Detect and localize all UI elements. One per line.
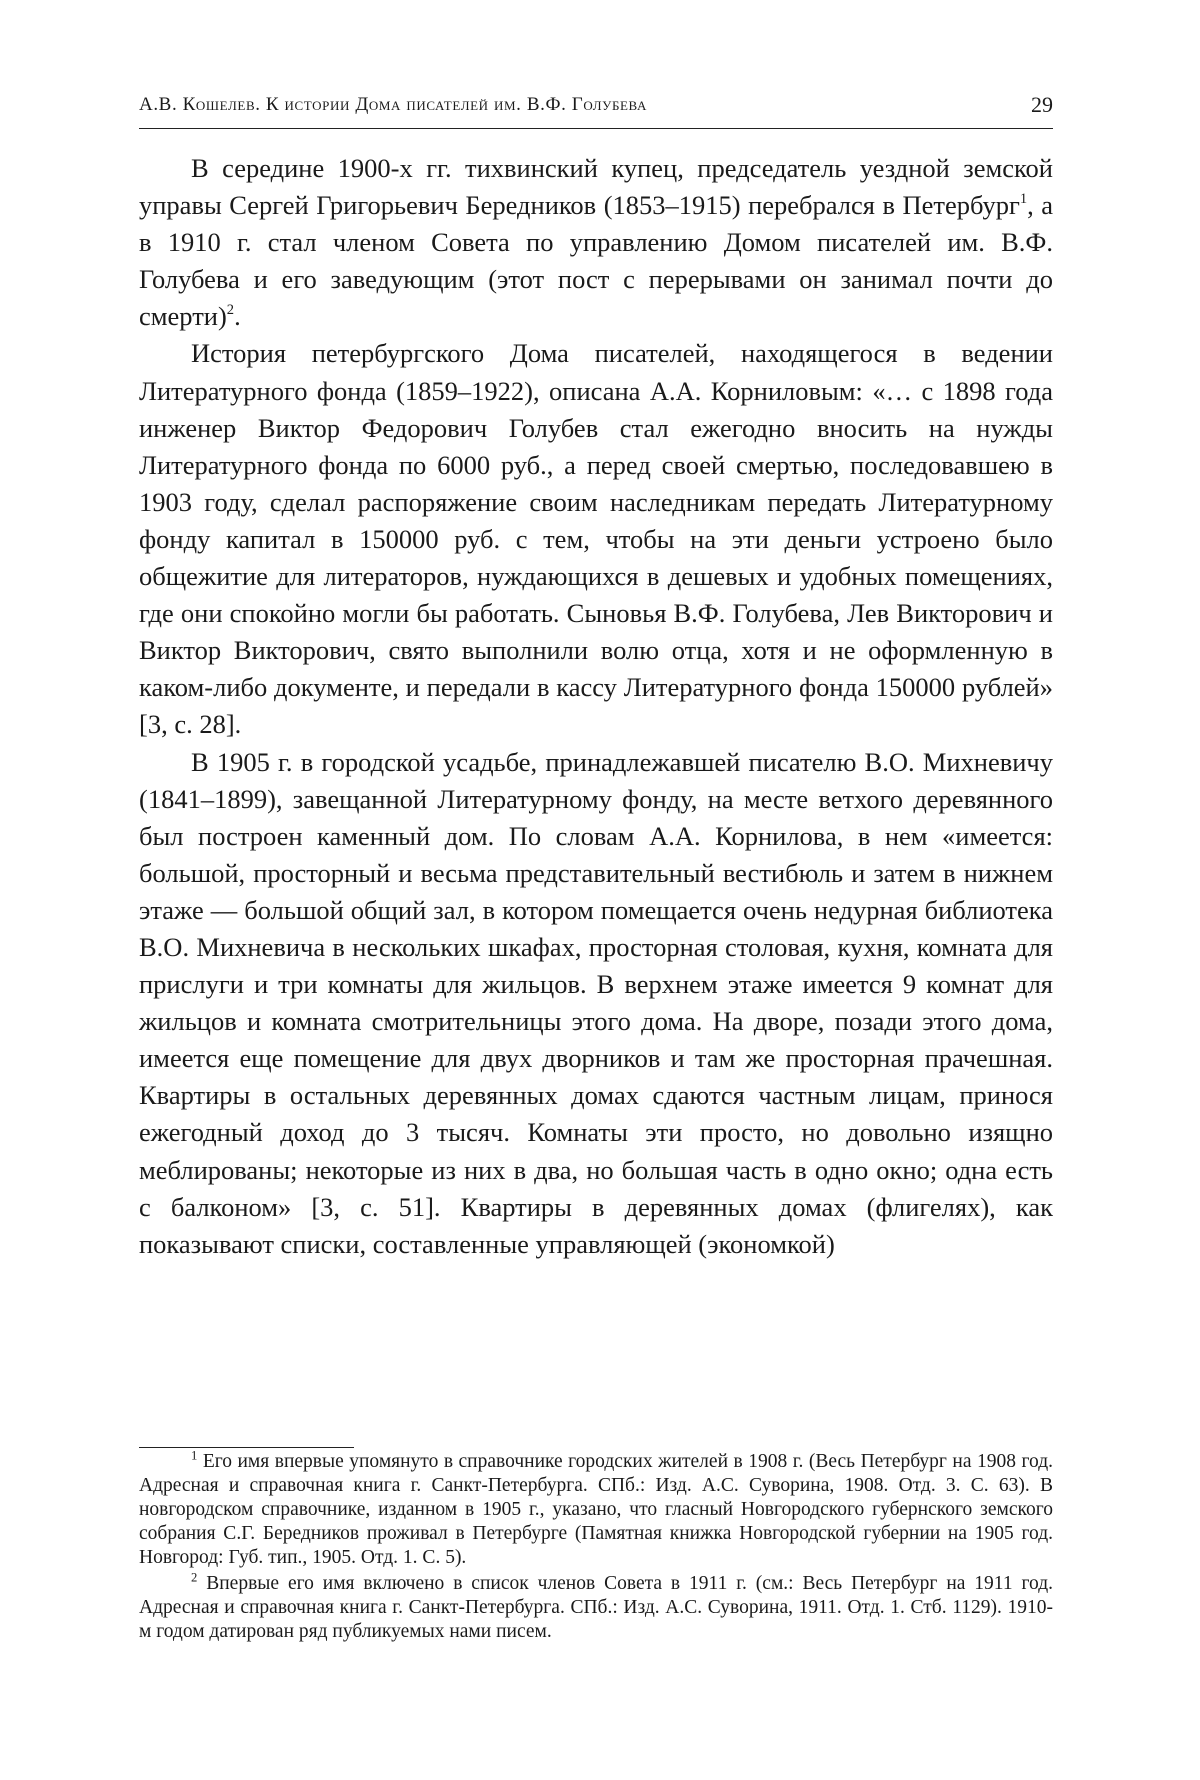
footnote-ref-1[interactable]: 1 bbox=[1019, 191, 1028, 208]
paragraph-1-part-a: В середине 1900-х гг. тихвинский купец, председатель уездной земской управы Сергей Григорьевич Бередников (1853–1915) перебрался в Петербург bbox=[139, 153, 1053, 221]
footnote-mark-1: 1 bbox=[191, 1448, 198, 1463]
footnote-1-text: Его имя впервые упомянуто в справочнике городских жителей в 1908 г. (Весь Петербург на 1908 год. Адресная и справочная книга г. Санкт-Петербурга. СПб.: Изд. А.С. Суворина, 1908. Отд. 3. С. 63). В новгородском справочнике, изданном в 1905 г., указано, что гласный Новгородского губернского земского собрания С.Г. Бередников проживал в Петербурге (Памятная книжка Новгородской губернии на 1905 год. Новгород: Губ. тип., 1905. Отд. 1. С. 5). bbox=[139, 1451, 1053, 1568]
footnote-separator bbox=[139, 1447, 354, 1448]
running-header bbox=[139, 88, 1053, 129]
paragraph-1 bbox=[139, 150, 1053, 335]
footnote-2-text: Впервые его имя включено в список членов Совета в 1911 г. (см.: Весь Петербург на 1911 год. Адресная и справочная книга г. Санкт-Петербурга. СПб.: Изд. А.С. Суворина, 1911. Отд. 1. Стб. 1129). 1910-м годом датирован ряд публикуемых нами писем. bbox=[139, 1573, 1053, 1642]
paragraph-3: В 1905 г. в городской усадьбе, принадлежавшей писателю В.О. Михневичу (1841–1899), завещанной Литературному фонду, на месте ветхого деревянного был построен каменный дом. По словам А.А. Корнилова, в нем «имеется: большой, просторный и весьма представительный вестибюль и затем в нижнем этаже — большой общий зал, в котором помещается очень недурная библиотека В.О. Михневича в нескольких шкафах, просторная столовая, кухня, комната для прислуги и три комнаты для жильцов. В верхнем этаже имеется 9 комнат для жильцов и комната смотрительницы этого дома. На дворе, позади этого дома, имеется еще помещение для двух дворников и там же просторная прачешная. Квартиры в остальных деревянных домах сдаются частным лицам, принося ежегодный доход до 3 тысяч. Комнаты эти просто, но довольно изящно меблированы; некоторые из них в два, но большая часть в одно окно; одна есть с балконом» [3, с. 51]. Квартиры в деревянных домах (флигелях), как показывают списки, составленные управляющей (экономкой) bbox=[139, 746, 1053, 1259]
footnote-1 bbox=[139, 1450, 1053, 1570]
footnote-2 bbox=[139, 1572, 1053, 1644]
running-title: А.В. Кошелев. К истории Дома писателей им. В.Ф. Голубева bbox=[139, 94, 647, 115]
paragraph-1-part-c: . bbox=[234, 301, 241, 332]
footnote-mark-2: 2 bbox=[191, 1570, 198, 1585]
page-number: 29 bbox=[1031, 92, 1053, 117]
footnotes bbox=[139, 1450, 1053, 1646]
body-text bbox=[139, 150, 1053, 1263]
paragraph-1-part-b: , а в 1910 г. стал членом Совета по управлению Домом писателей им. В.Ф. Голубева и его заведующим (этот пост с перерывами он занимал почти до смерти) bbox=[139, 190, 1054, 332]
paragraph-2: История петербургского Дома писателей, находящегося в ведении Литературного фонда (1859–1922), описана А.А. Корниловым: «… с 1898 года инженер Виктор Федорович Голубев стал ежегодно вносить на нужды Литературного фонда по 6000 руб., а перед своей смертью, последовавшею в 1903 году, сделал распоряжение своим наследникам передать Литературному фонду капитал в 150000 руб. с тем, чтобы на эти деньги устроено было общежитие для литераторов, нуждающихся в дешевых и удобных помещениях, где они спокойно могли бы работать. Сыновья В.Ф. Голубева, Лев Викторович и Виктор Викторович, свято выполнили волю отца, хотя и не оформленную в каком-либо документе, и передали в кассу Литературного фонда 150000 рублей» [3, с. 28]. bbox=[139, 338, 1053, 740]
footnote-ref-2[interactable]: 2 bbox=[226, 302, 235, 319]
